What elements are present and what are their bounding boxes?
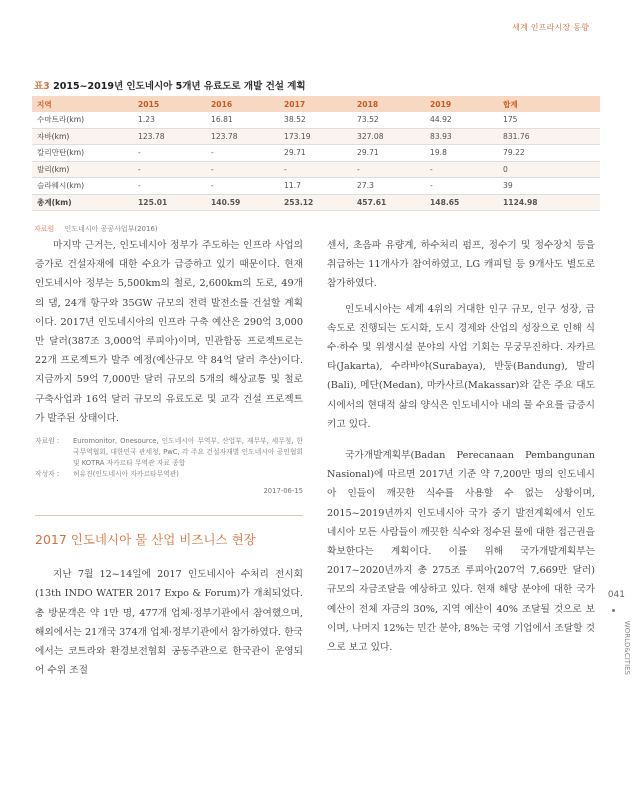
row-region: 발리(km) [32, 161, 133, 178]
cell: 29.71 [352, 145, 425, 162]
section-heading: 2017 인도네시아 물 산업 비즈니스 현장 [35, 515, 303, 549]
notes-source-label: 자료원 : [35, 437, 60, 446]
cell: 175 [498, 112, 600, 128]
cell: 39 [498, 178, 600, 195]
table-label: 표3 [34, 81, 50, 92]
cell: 19.8 [425, 145, 498, 162]
table-row [32, 161, 600, 178]
table-source-label: 자료원 [34, 225, 55, 233]
table-row [32, 178, 600, 195]
col-header-2019: 2019 [425, 96, 498, 112]
right-column [327, 236, 595, 657]
cell: 44.92 [425, 112, 498, 128]
table-source [34, 224, 158, 234]
table-source-text: 인도네시아 공공사업부(2016) [64, 225, 158, 233]
cell: 1124.98 [498, 194, 600, 211]
section-name: WORLD&CITIES [623, 620, 631, 675]
paragraph: 국가개발계획부(Badan Perecanaan Pembangunan Nasional)에 따르면 2017년 기준 약 7,200만 명의 인도네시아 인들이 깨끗한 식수를 사용할 수 없는 상황이며, 2015~2019년까지 인도네시아 국가 중기 발전계획에서 인도네시아 모든 사람들이 깨끗한 식수와 정수된 물에 대한 접근권을 확보한다는 계획이다. 이를 위해 국가개발계획부는 2017~2020년까지 총 275조 루피아(207억 7,669만 달러) 규모의 자금조달을 예상하고 있다. 현재 해당 분야에 대한 국가 예산이 전체 자금의 30%, 지역 예산이 40% 조달될 것으로 보이며, 나머지 12%는 민간 분야, 8%는 국영 기업에서 조달할 것으로 보고 있다. [327, 450, 595, 654]
table-row [32, 145, 600, 162]
left-column [35, 236, 303, 680]
col-header-region: 지역 [32, 96, 133, 112]
cell: 123.78 [133, 128, 206, 145]
table-header-row [32, 96, 600, 112]
cell: 831.76 [498, 128, 600, 145]
cell: - [206, 161, 279, 178]
paragraph: 인도네시아는 세계 4위의 거대한 인구 규모, 인구 성장, 급속도로 진행되는 도시화, 도시 경제와 산업의 성장으로 인해 식수·하수 및 위생시설 분야의 사업 기회는 무궁무진하다. 자카르타(Jakarta), 수라바야(Surabaya), 반둥(Bandung), 발리(Bali), 메단(Medan), 마카사르(Makassar)와 같은 주요 대도시에서의 현대적 삶의 양식은 인도네시아 내의 물 수요를 급증시키고 있다. [327, 303, 595, 430]
cell: 0 [498, 161, 600, 178]
notes-author: 허유진(인도네시아 자카르타무역관) [73, 470, 179, 479]
cell: 79.22 [498, 145, 600, 162]
table-total-row [32, 194, 600, 211]
col-header-2016: 2016 [206, 96, 279, 112]
road-plan-table [32, 96, 600, 211]
cell: 125.01 [133, 194, 206, 211]
cell: 140.59 [206, 194, 279, 211]
row-region: 총계(km) [32, 194, 133, 211]
article-notes [35, 436, 303, 497]
cell: 38.52 [279, 112, 352, 128]
col-header-2018: 2018 [352, 96, 425, 112]
cell: 1.23 [133, 112, 206, 128]
col-header-total: 합계 [498, 96, 600, 112]
cell: 253.12 [279, 194, 352, 211]
cell: - [206, 145, 279, 162]
cell: 173.19 [279, 128, 352, 145]
bullet-dot [612, 609, 615, 612]
notes-author-label: 작성자 : [35, 470, 60, 479]
cell: - [133, 161, 206, 178]
cell: - [425, 178, 498, 195]
notes-source: Euromonitor, Onesource, 인도네시아 무역부, 산업부, 재무부, 세무청, 한국무역협회, 대한민국 관세청, PwC, 각 주요 건설자재별 인도네시아 공인협회 및 KOTRA 자카르타 무역관 자료 종합 [73, 437, 303, 468]
cell: - [206, 178, 279, 195]
col-header-2015: 2015 [133, 96, 206, 112]
row-region: 수마트라(km) [32, 112, 133, 128]
cell: - [352, 161, 425, 178]
table-title: 2015~2019년 인도네시아 5개년 유료도로 개발 건설 계획 [53, 81, 306, 92]
cell: 457.61 [352, 194, 425, 211]
col-header-2017: 2017 [279, 96, 352, 112]
article-date: 2017-06-15 [263, 487, 303, 496]
row-region: 칼리만탄(km) [32, 145, 133, 162]
paragraph: 센서, 초음파 유량계, 하수처리 펌프, 정수기 및 정수장치 등을 취급하는 11개사가 참여하였고, LG 캐피털 등 9개사도 별도로 참가하였다. [327, 240, 595, 290]
row-region: 슬라웨시(km) [32, 178, 133, 195]
cell: 11.7 [279, 178, 352, 195]
cell: - [133, 178, 206, 195]
cell: 123.78 [206, 128, 279, 145]
cell: 29.71 [279, 145, 352, 162]
cell: 327.08 [352, 128, 425, 145]
table-row [32, 128, 600, 145]
paragraph: 지난 7월 12~14일에 2017 인도네시아 수처리 전시회(13th INDO WATER 2017 Expo & Forum)가 개최되었다. 총 방문객은 약 1만 명, 477개 업체·정부기관에서 참여했으며, 해외에서는 21개국 374개 업체·정부기관에서 참가하였다. 한국에서는 코트라와 환경보전협회 공동주관으로 한국관이 운영되어 수위 조절 [35, 569, 303, 677]
cell: 73.52 [352, 112, 425, 128]
row-region: 자바(km) [32, 128, 133, 145]
cell: - [279, 161, 352, 178]
running-header: 세계 인프라시장 동향 [512, 23, 589, 32]
cell: 83.93 [425, 128, 498, 145]
cell: 148.65 [425, 194, 498, 211]
table-caption [34, 78, 306, 92]
cell: 27.3 [352, 178, 425, 195]
paragraph: 마지막 근거는, 인도네시아 정부가 주도하는 인프라 사업의 증가로 건설자재에 대한 수요가 급증하고 있기 때문이다. 현재 인도네시아 정부는 5,500km의 철로, 2,600km의 도로, 49개의 댐, 24개 항구와 35GW 규모의 전력 발전소를 건설할 계획이다. 2017년 인도네시아의 인프라 구축 예산은 290억 3,000만 달러(387조 3,000억 루피아)이며, 민관합동 프로젝트로는 22개 프로젝트가 발주 예정(예산규모 약 84억 달러 추산)이다. 지금까지 59억 7,000만 달러 규모의 5개의 해상교통 및 철로 구축사업과 16억 달러 규모의 유료도로 및 교각 건설 프로젝트가 발주된 상태이다. [35, 240, 303, 424]
cell: - [425, 161, 498, 178]
cell: - [133, 145, 206, 162]
cell: 16.81 [206, 112, 279, 128]
page-number: 041 [607, 590, 625, 600]
table-row [32, 112, 600, 128]
